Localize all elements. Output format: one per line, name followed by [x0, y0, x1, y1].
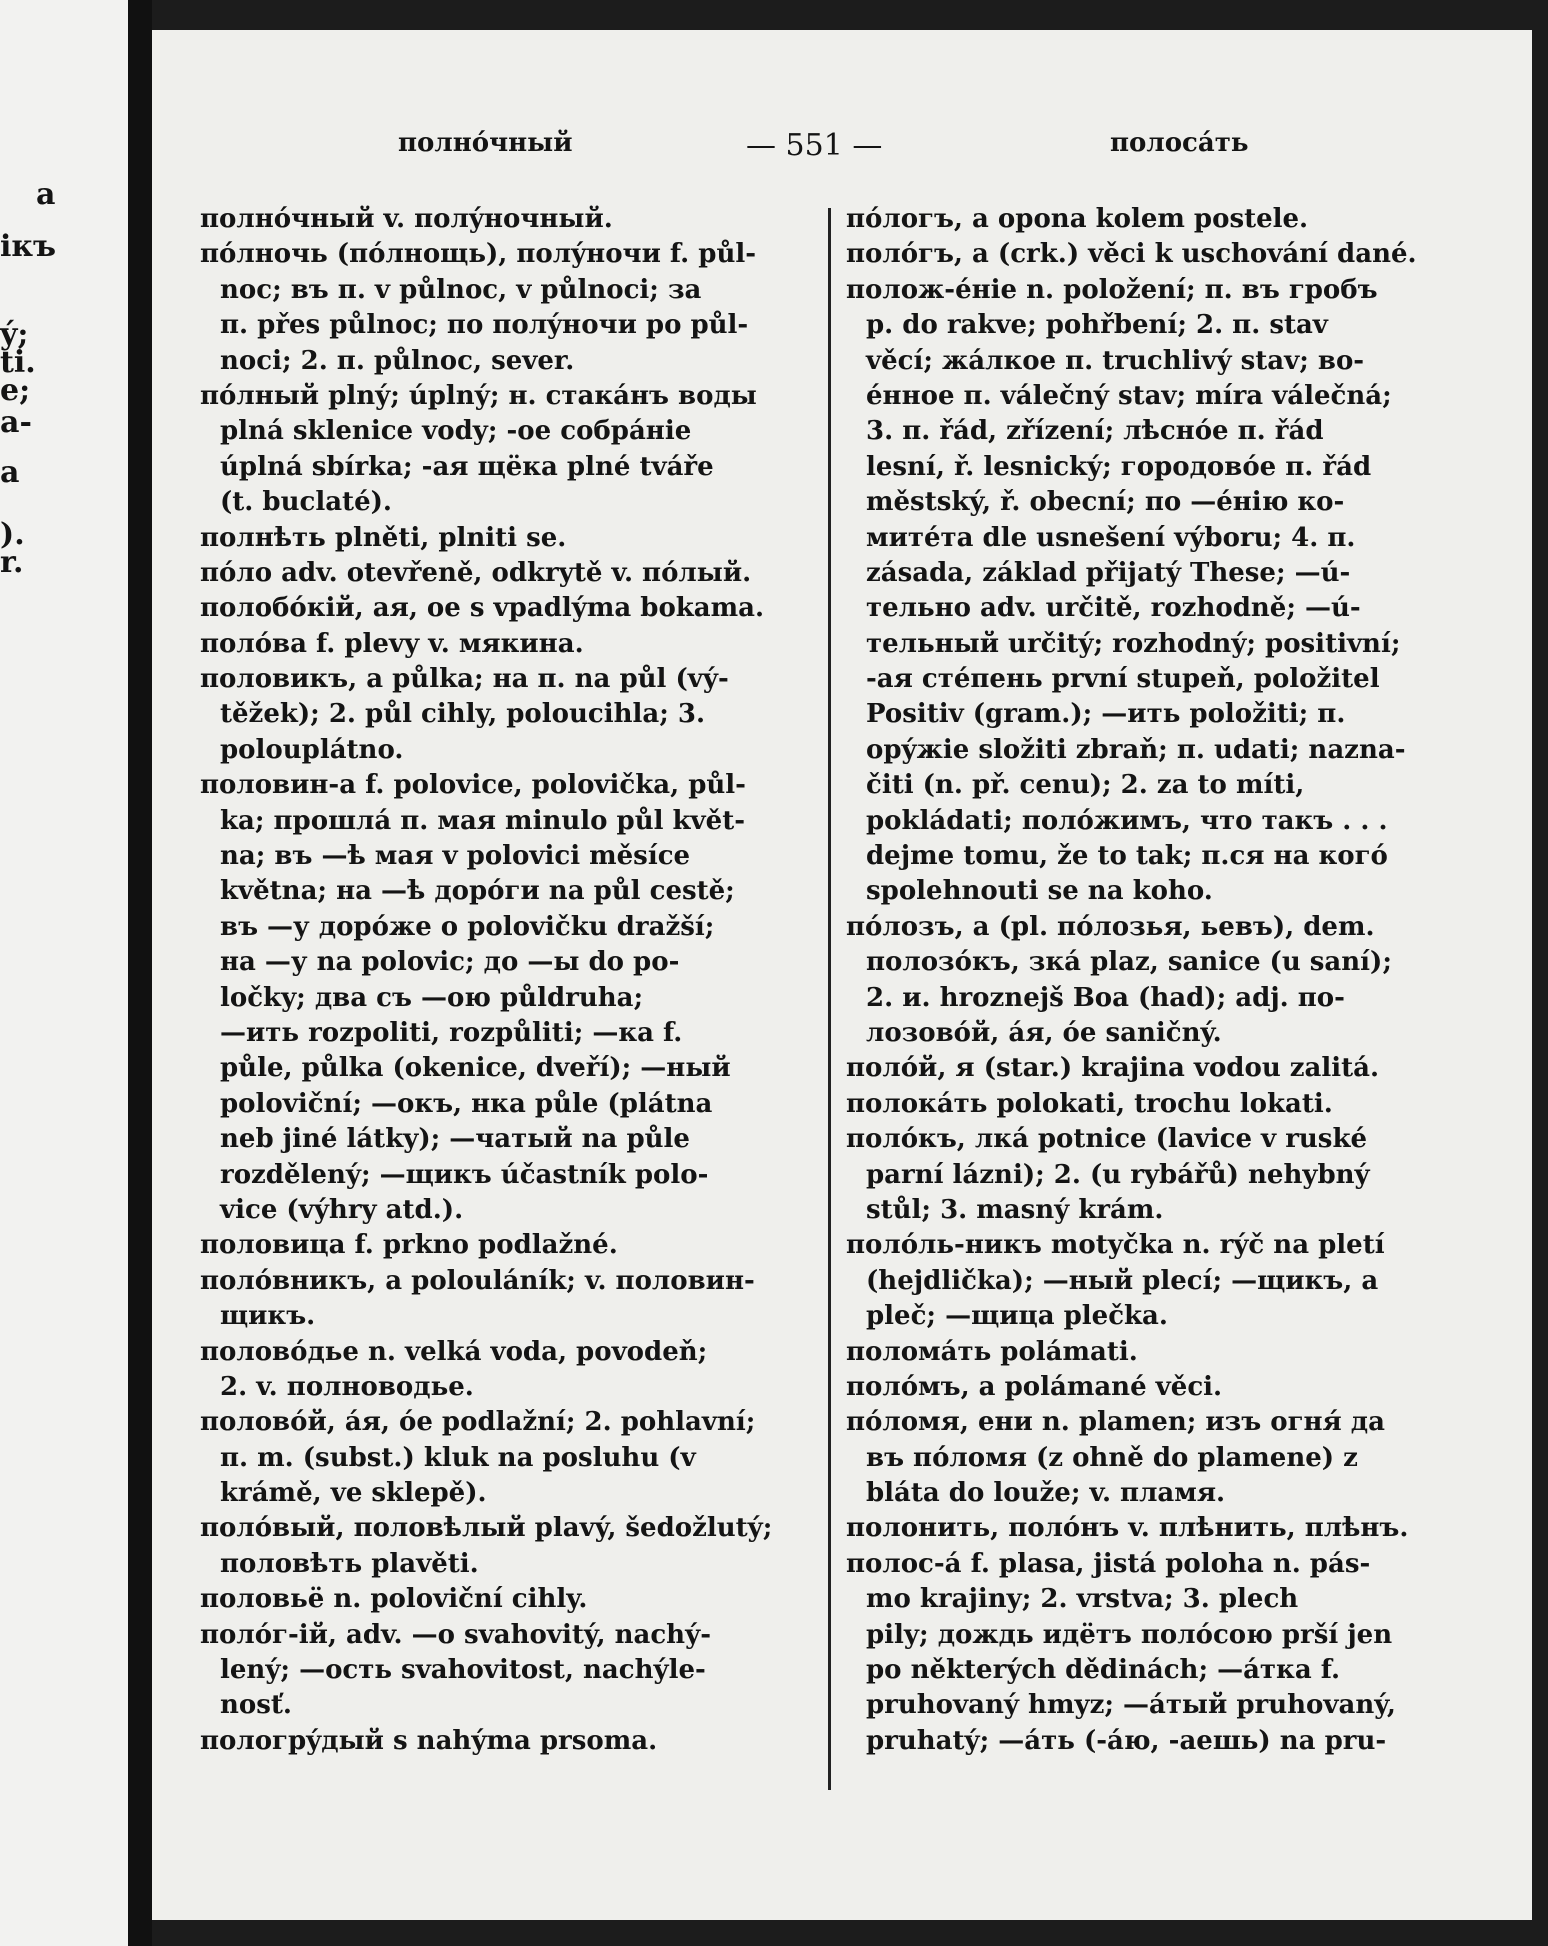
dictionary-line: пóлный plný; úplný; н. стакáнъ воды — [200, 380, 757, 411]
dictionary-line: полóвый, половѣлый plavý, šedožlutý; — [200, 1513, 773, 1544]
dictionary-line: věcí; жáлкое п. truchlivý stav; во- — [866, 345, 1365, 376]
dictionary-line: пóлогъ, а opona kolem postele. — [846, 204, 1309, 234]
dictionary-line: městský, ř. obecní; по —éнію ко- — [866, 487, 1345, 518]
column-divider — [828, 208, 831, 1790]
dictionary-line: zásada, základ přijatý These; —ú- — [866, 557, 1351, 588]
dictionary-line: pokládati; полóжимъ, что такъ . . . — [866, 805, 1388, 836]
dictionary-line: parní lázni); 2. (u rybářů) nehybný — [866, 1159, 1370, 1190]
dictionary-line: половóй, áя, óе podlažní; 2. pohlavní; — [200, 1407, 756, 1438]
dictionary-line: полóгъ, а (crk.) věci k uschování dané. — [846, 239, 1417, 270]
dictionary-line: полóвникъ, а polouláník; v. половин- — [200, 1265, 755, 1296]
adjacent-page-fragment: ti. — [0, 345, 36, 380]
book-gutter — [128, 0, 152, 1946]
dictionary-line: plná sklenice vody; -ое собрáніе — [220, 416, 692, 447]
adjacent-page-fragment: a — [0, 455, 20, 490]
dictionary-line: vice (výhry atd.). — [220, 1194, 464, 1225]
dictionary-line: rozdělený; —щикъ účastník polo- — [220, 1159, 709, 1190]
dictionary-line: полóва f. plevy v. мякина. — [200, 628, 584, 659]
dictionary-line: krámě, ve sklepě). — [220, 1478, 487, 1509]
dictionary-line: poloviční; —окъ, нка půle (plátna — [220, 1088, 713, 1119]
dictionary-line: p. do rakve; pohřbení; 2. п. stav — [866, 310, 1328, 341]
dictionary-line: поломáть polámati. — [846, 1336, 1138, 1367]
dictionary-line: neb jiné látky); —чатый na půle — [220, 1124, 690, 1155]
dictionary-line: въ пóломя (z ohně do plamene) z — [866, 1442, 1358, 1473]
dictionary-line: тельный určitý; rozhodný; positivní; — [866, 628, 1401, 659]
dictionary-line: po některých dědinách; —áтка f. — [866, 1655, 1341, 1686]
dictionary-line: на —у na polovic; до —ы do po- — [220, 947, 680, 978]
dictionary-line: въ —у дорóже o polovičku dražší; — [220, 911, 715, 942]
dictionary-line: лозовóй, áя, óе saničný. — [866, 1017, 1222, 1048]
dictionary-line: 3. п. řád, zřízení; лѣснóе п. řád — [866, 416, 1324, 447]
dictionary-line: полож-éніе n. položení; п. въ гробъ — [846, 274, 1378, 305]
dictionary-line: čiti (n. př. cenu); 2. za to míti, — [866, 770, 1305, 801]
adjacent-page-fragment: r. — [0, 545, 24, 580]
dictionary-line: úplná sbírka; -ая щёка plné tváře — [220, 451, 714, 482]
dictionary-line: noci; 2. п. půlnoc, sever. — [220, 345, 575, 376]
dictionary-line: пóломя, ени n. plamen; изъ огня́ да — [846, 1407, 1385, 1438]
dictionary-line: тельно adv. určitě, rozhodně; —ú- — [866, 593, 1361, 624]
dictionary-line: полнѣть plněti, plniti se. — [200, 522, 567, 553]
dictionary-line: половьё n. poloviční cihly. — [200, 1584, 588, 1615]
dictionary-line: nosť. — [220, 1690, 292, 1721]
dictionary-line: pleč; —щица plečka. — [866, 1301, 1168, 1332]
page-header — [152, 128, 1532, 178]
dictionary-line: п. přes půlnoc; по полýночи po půl- — [220, 310, 749, 341]
dictionary-line: pruhovaný hmyz; —áтый pruhovaný, — [866, 1690, 1396, 1721]
dictionary-line: половóдье n. velká voda, povodeň; — [200, 1336, 708, 1367]
dictionary-line: полóй, я (star.) krajina vodou zalitá. — [846, 1053, 1380, 1084]
dictionary-line: půle, půlka (okenice, dveří); —ный — [220, 1053, 731, 1084]
dictionary-line: ločky; два съ —ою půldruha; — [220, 982, 644, 1013]
left-column — [200, 202, 820, 1759]
dictionary-line: Positiv (gram.); —ить položiti; п. — [866, 699, 1346, 730]
dictionary-line: полóль-никъ motyčka n. rýč na pletí — [846, 1230, 1385, 1261]
adjacent-page-fragment: ). — [0, 517, 25, 552]
dictionary-line: polouplátno. — [220, 734, 404, 765]
dictionary-line: п. m. (subst.) kluk na posluhu (v — [220, 1442, 696, 1473]
dictionary-line: 2. и. hroznejš Boa (had); adj. по- — [866, 982, 1345, 1013]
dictionary-line: -ая стéпень první stupeň, položitel — [866, 664, 1380, 695]
adjacent-page-fragment: a — [36, 177, 56, 212]
dictionary-line: митéта dle usnešení výboru; 4. п. — [866, 522, 1356, 553]
dictionary-line: пóлозъ, а (pl. пóлозья, ьевъ), dem. — [846, 911, 1375, 942]
right-column — [846, 202, 1466, 1759]
dictionary-line: května; на —ѣ дорóги na půl cestě; — [220, 876, 735, 907]
dictionary-line: těžek); 2. půl cihly, poloucihla; 3. — [220, 699, 706, 730]
dictionary-line: lesní, ř. lesnický; городовóе п. řád — [866, 451, 1372, 482]
dictionary-line: (hejdlička); —ный plecí; —щикъ, а — [866, 1265, 1379, 1296]
page-number: — 551 — — [746, 128, 883, 163]
dictionary-line: pruhatý; —áть (-áю, -аешь) na pru- — [866, 1725, 1387, 1756]
dictionary-line: полос-á f. plasa, jistá poloha n. pás- — [846, 1548, 1371, 1579]
dictionary-line: орýжіе složiti zbraň; п. udati; nazna- — [866, 734, 1406, 765]
dictionary-line: —ить rozpoliti, rozpůliti; —ка f. — [220, 1017, 683, 1048]
dictionary-line: pily; дождь идётъ полóсою prší jen — [866, 1619, 1393, 1650]
dictionary-line: полóкъ, лкá potnice (lavice v ruské — [846, 1124, 1368, 1155]
dictionary-line: éнное п. válečný stav; míra válečná; — [866, 380, 1392, 411]
dictionary-line: mo krajiny; 2. vrstva; 3. plech — [866, 1584, 1299, 1615]
dictionary-line: полонить, полóнъ v. плѣнить, плѣнъ. — [846, 1513, 1409, 1544]
dictionary-line: na; въ —ѣ мая v polovici měsíce — [220, 841, 691, 872]
adjacent-page-fragment: ý; — [0, 317, 29, 352]
dictionary-line: lený; —ость svahovitost, nachýle- — [220, 1655, 706, 1686]
dictionary-line: полнóчный v. полýночный. — [200, 204, 613, 234]
adjacent-page-fragment: a- — [0, 405, 32, 440]
dictionary-line: spolehnouti se na koho. — [866, 876, 1213, 907]
dictionary-line: bláta do louže; v. пламя. — [866, 1478, 1226, 1509]
dictionary-line: пóло adv. otevřeně, odkrytě v. пóлый. — [200, 557, 752, 588]
dictionary-line: noc; въ п. v půlnoc, v půlnoci; за — [220, 274, 702, 305]
dictionary-line: пóлночь (пóлнощь), полýночи f. půl- — [200, 239, 757, 270]
dictionary-line: полокáть polokati, trochu lokati. — [846, 1088, 1333, 1119]
dictionary-line: половин-а f. polovice, polovička, půl- — [200, 770, 746, 801]
dictionary-line: полобóкій, ая, ое s vpadlýma bokama. — [200, 593, 765, 624]
dictionary-line: ka; прошлá п. мая minulo půl květ- — [220, 805, 746, 836]
dictionary-page — [152, 30, 1532, 1920]
adjacent-page-fragment: ікъ — [0, 229, 57, 264]
dictionary-line: stůl; 3. masný krám. — [866, 1194, 1164, 1225]
dictionary-line: (t. buclaté). — [220, 487, 392, 518]
dictionary-line: пологрýдый s nahýma prsoma. — [200, 1725, 658, 1756]
adjacent-page-strip — [0, 0, 128, 1946]
dictionary-line: половица f. prkno podlažné. — [200, 1230, 618, 1261]
dictionary-line: половикъ, а půlka; на п. na půl (vý- — [200, 664, 729, 695]
header-left-catchword: полнóчный — [398, 128, 573, 158]
dictionary-line: dejme tomu, že to tak; п.ся на когó — [866, 841, 1388, 872]
adjacent-page-fragment: e; — [0, 373, 31, 408]
dictionary-line: 2. v. полноводье. — [220, 1371, 474, 1402]
dictionary-line: полóг-ій, adv. —о svahovitý, nachý- — [200, 1619, 711, 1650]
dictionary-line: полóмъ, а polámané věci. — [846, 1371, 1223, 1402]
dictionary-line: щикъ. — [220, 1301, 316, 1332]
dictionary-line: полозóкъ, зкá plaz, sanice (u saní); — [866, 947, 1392, 978]
dictionary-line: половѣть plavěti. — [220, 1548, 479, 1579]
header-right-catchword: полосáть — [1110, 128, 1249, 158]
